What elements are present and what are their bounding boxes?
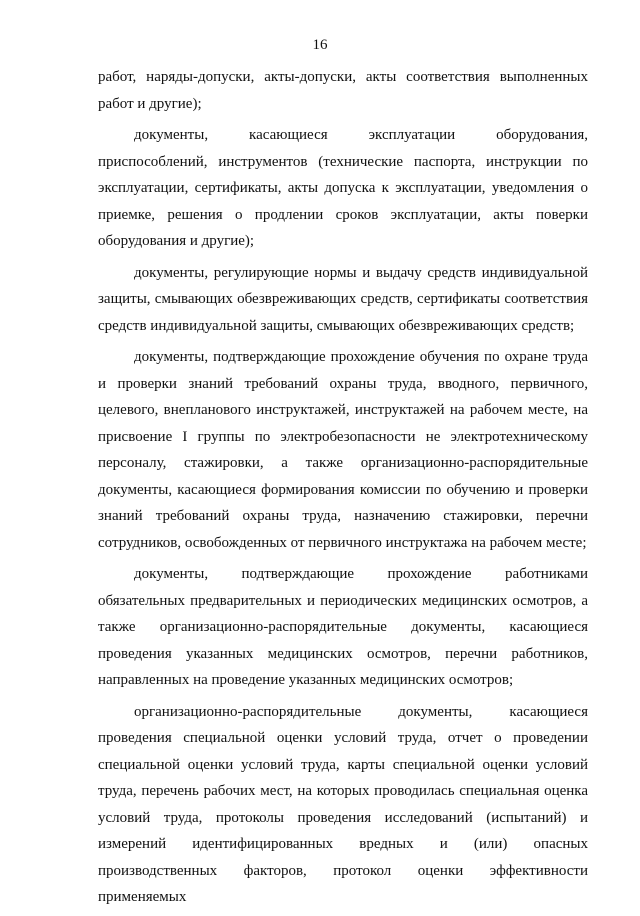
paragraph-training-documents: документы, подтверждающие прохождение обучения по охране труда и проверки знаний требований охраны труда, вводного, первичного, целевого, внепланового инструктажей, инструктажей на рабочем месте, на присвоение I группы по электробезопасности не электротехническому персоналу, стажировки, а также организационно-распорядительные документы, касающиеся формирования комиссии по обучению и проверки знаний требований охраны труда, назначению стажировки, перечни сотрудников, освобожденных от первичного инструктажа на рабочем месте; [98, 349, 588, 551]
paragraph-medical-documents: документы, подтверждающие прохождение работниками обязательных предварительных и периодических медицинских осмотров, а также организационно-распорядительные документы, касающиеся проведения указанных медицинских осмотров, перечни работников, направленных на проведение указанных медицинских осмотров; [98, 566, 588, 688]
paragraph-working-conditions-documents: организационно-распорядительные документы, касающиеся проведения специальной оценки условий труда, отчет о проведении специальной оценки условий труда, карты специальной оценки условий труда, перечень рабочих мест, на которых проводилась специальная оценка условий труда, протоколы проведения исследований (испытаний) и измерений идентифицированных вредных и (или) опасных производственных факторов, протокол оценки эффективности применяемых [98, 703, 588, 905]
paragraph-equipment-documents: документы, касающиеся эксплуатации оборудования, приспособлений, инструментов (технические паспорта, инструкции по эксплуатации, сертификаты, акты допуска к эксплуатации, уведомления о приемке, решения о продлении сроков эксплуатации, акты поверки оборудования и другие); [98, 127, 588, 249]
paragraph-ppe-documents: документы, регулирующие нормы и выдачу средств индивидуальной защиты, смывающих обезвреживающих средств, сертификаты соответствия средств индивидуальной защиты, смывающих обезвреживающих средств; [98, 264, 588, 334]
page-number: 16 [312, 37, 328, 53]
paragraph-continuation: работ, наряды-допуски, акты-допуски, акты соответствия выполненных работ и другие); [98, 69, 588, 112]
document-body [98, 64, 588, 916]
